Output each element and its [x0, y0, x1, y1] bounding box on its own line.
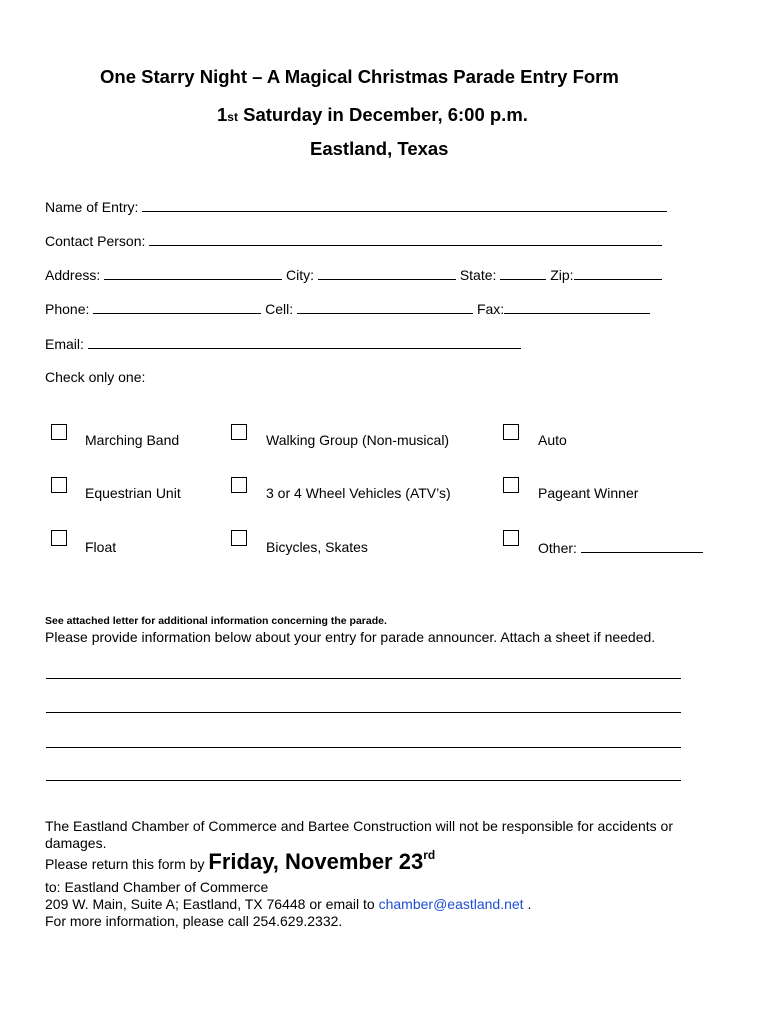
- contact-person-field[interactable]: [149, 232, 662, 246]
- address-row: [45, 266, 662, 283]
- announcer-info-line-3[interactable]: [46, 747, 681, 748]
- name-of-entry-row: [45, 198, 667, 215]
- disclaimer: [45, 818, 673, 852]
- announcer-instructions: Please provide information below about your entry for parade announcer. Attach a sheet if needed.: [45, 629, 656, 645]
- date-rest: Saturday in December, 6:00 p.m.: [237, 104, 528, 125]
- other-option: [538, 539, 703, 556]
- parade-date: [217, 104, 528, 126]
- equestrian-unit-checkbox[interactable]: [51, 477, 67, 493]
- city-label: City:: [286, 267, 315, 283]
- phone-field[interactable]: [93, 300, 261, 314]
- fax-label: Fax:: [476, 301, 505, 317]
- phone-row: [45, 300, 650, 317]
- walking-group-checkbox[interactable]: [231, 424, 247, 440]
- city-field[interactable]: [318, 266, 456, 280]
- return-deadline: [45, 848, 435, 875]
- other-field[interactable]: [581, 539, 703, 553]
- zip-label: Zip:: [550, 267, 574, 283]
- announcer-info-line-4[interactable]: [46, 780, 681, 781]
- parade-location: Eastland, Texas: [310, 138, 449, 159]
- check-only-one-label: Check only one:: [45, 369, 146, 385]
- float-checkbox[interactable]: [51, 530, 67, 546]
- deadline-date: Friday, November 23: [208, 849, 424, 874]
- auto-label: Auto: [538, 432, 567, 448]
- date-prefix: 1: [217, 104, 228, 125]
- address-field[interactable]: [104, 266, 282, 280]
- wheel-vehicles-label: 3 or 4 Wheel Vehicles (ATV’s): [266, 485, 451, 501]
- pageant-winner-label: Pageant Winner: [538, 485, 639, 501]
- return-address-block: [45, 879, 531, 930]
- chamber-email-link[interactable]: chamber@eastland.net: [378, 896, 524, 912]
- float-label: Float: [85, 539, 117, 555]
- address-label: Address:: [45, 267, 101, 283]
- pageant-winner-checkbox[interactable]: [503, 477, 519, 493]
- email-field[interactable]: [88, 335, 521, 349]
- contact-phone-line: For more information, please call 254.629.2332.: [45, 913, 343, 929]
- attached-letter-note: See attached letter for additional information concerning the parade.: [45, 615, 387, 627]
- announcer-info-line-2[interactable]: [46, 712, 681, 713]
- state-label: State:: [459, 267, 497, 283]
- cell-label: Cell:: [265, 301, 294, 317]
- return-to-line: to: Eastland Chamber of Commerce: [45, 879, 269, 895]
- return-prefix: Please return this form by: [45, 856, 205, 872]
- state-field[interactable]: [500, 266, 546, 280]
- form-title: One Starry Night – A Magical Christmas Parade Entry Form: [100, 66, 619, 87]
- date-suffix: st: [227, 110, 238, 124]
- other-checkbox[interactable]: [503, 530, 519, 546]
- cell-field[interactable]: [297, 300, 473, 314]
- deadline-suffix: rd: [423, 848, 436, 862]
- name-of-entry-label: Name of Entry:: [45, 199, 139, 215]
- address-period: .: [523, 896, 532, 912]
- street-address-line: [45, 896, 531, 913]
- zip-field[interactable]: [574, 266, 662, 280]
- email-label: Email:: [45, 336, 84, 352]
- bicycles-skates-label: Bicycles, Skates: [266, 539, 368, 555]
- email-row: [45, 335, 521, 352]
- fax-field[interactable]: [504, 300, 650, 314]
- name-of-entry-field[interactable]: [142, 198, 667, 212]
- auto-checkbox[interactable]: [503, 424, 519, 440]
- other-label: Other:: [538, 540, 577, 556]
- street-address: 209 W. Main, Suite A; Eastland, TX 76448 or email to: [45, 896, 375, 912]
- equestrian-unit-label: Equestrian Unit: [85, 485, 181, 501]
- bicycles-skates-checkbox[interactable]: [231, 530, 247, 546]
- contact-person-label: Contact Person:: [45, 233, 146, 249]
- disclaimer-line-2: damages.: [45, 835, 107, 851]
- wheel-vehicles-checkbox[interactable]: [231, 477, 247, 493]
- phone-label: Phone:: [45, 301, 90, 317]
- disclaimer-line-1: The Eastland Chamber of Commerce and Bartee Construction will not be responsible for accidents or: [45, 818, 673, 834]
- contact-person-row: [45, 232, 662, 249]
- marching-band-checkbox[interactable]: [51, 424, 67, 440]
- announcer-info-line-1[interactable]: [46, 678, 681, 679]
- walking-group-label: Walking Group (Non-musical): [266, 432, 450, 448]
- marching-band-label: Marching Band: [85, 432, 180, 448]
